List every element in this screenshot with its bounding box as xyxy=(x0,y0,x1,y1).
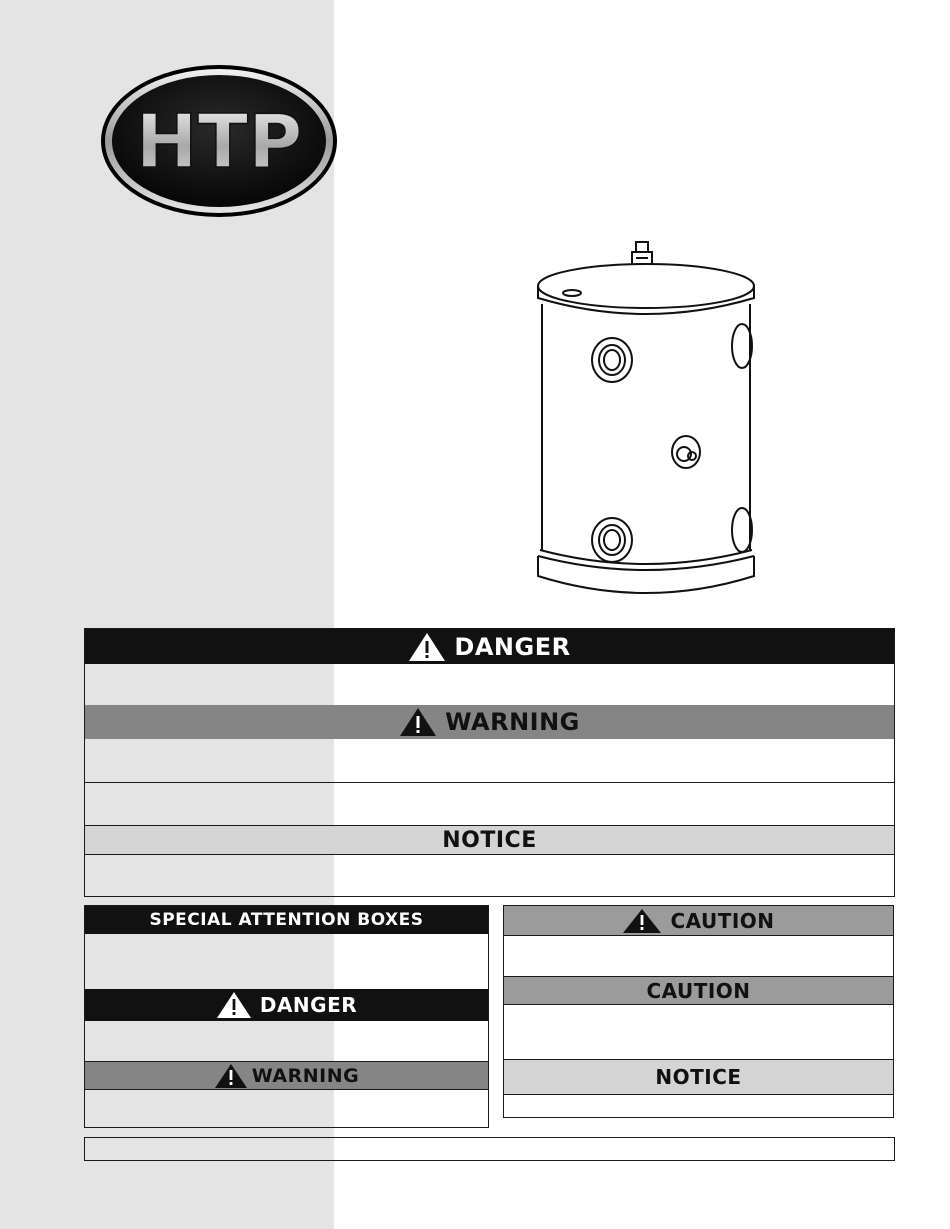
small-warning-banner xyxy=(85,1061,488,1090)
footer-box xyxy=(84,1137,895,1161)
divider xyxy=(85,782,894,783)
special-attention-banner xyxy=(85,906,488,934)
caution-icon-label: CAUTION xyxy=(670,908,775,933)
warning-label: WARNING xyxy=(445,708,580,736)
warning-triangle-icon xyxy=(214,1063,248,1089)
safety-block xyxy=(84,628,895,897)
water-heater-illustration xyxy=(528,238,764,600)
notice-label: NOTICE xyxy=(442,827,537,853)
small-danger-banner xyxy=(85,989,488,1021)
small-danger-label: DANGER xyxy=(259,993,358,1017)
warning-triangle-icon xyxy=(622,908,662,934)
small-notice-label: NOTICE xyxy=(655,1065,742,1089)
warning-triangle-icon xyxy=(408,632,446,662)
warning-triangle-icon xyxy=(216,991,252,1019)
htp-logo-text: HTP xyxy=(135,99,303,185)
warning-banner xyxy=(85,705,894,739)
notice-banner xyxy=(85,825,894,855)
htp-logo xyxy=(99,63,339,219)
warning-triangle-icon xyxy=(399,707,437,737)
danger-label: DANGER xyxy=(454,632,571,661)
small-warning-label: WARNING xyxy=(251,1064,360,1087)
caution-banner xyxy=(504,976,893,1005)
small-notice-banner xyxy=(504,1059,893,1095)
special-attention-title: SPECIAL ATTENTION BOXES xyxy=(149,910,424,930)
caution-label: CAUTION xyxy=(646,978,751,1003)
danger-banner xyxy=(85,629,894,664)
caution-icon-banner xyxy=(504,906,893,936)
